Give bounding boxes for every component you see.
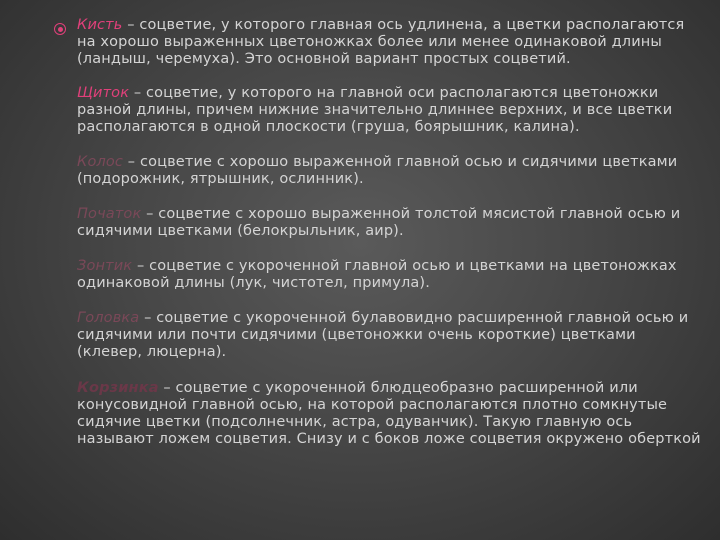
definition-korzinka: – соцветие с укороченной блюдцеобразно расширенной или конусовидной главной осью, на которой располагаются плотно сомкнутые сидячие цветки (подсолнечник, астра, одуванчик). Такую главную ось называют ложем соцветия. Снизу и с боков ложе соцветия окружено оберткой (77, 380, 701, 447)
term-shchitok: Щиток (77, 85, 130, 101)
term-zontik: Зонтик (77, 258, 133, 274)
paragraph-kist (77, 17, 702, 68)
definition-pochatok: – соцветие с хорошо выраженной толстой мясистой главной осью и сидячими цветками (белокрыльник, аир). (77, 206, 681, 239)
ring-bullet-icon (53, 22, 67, 36)
term-korzinka: Корзинка (77, 380, 159, 396)
paragraph-pochatok (77, 206, 702, 240)
paragraph-korzinka (77, 380, 702, 448)
definition-shchitok: – соцветие, у которого на главной оси располагаются цветоножки разной длины, причем нижние значительно длиннее верхних, и все цветки располагаются в одной плоскости (груша, боярышник, калина). (77, 85, 673, 135)
definition-zontik: – соцветие с укороченной главной осью и цветками на цветоножках одинаковой длины (лук, чистотел, примула). (77, 258, 677, 291)
term-kist: Кисть (77, 17, 123, 33)
term-pochatok: Початок (77, 206, 142, 222)
paragraph-kolos (77, 154, 702, 188)
slide-body (77, 17, 702, 448)
paragraph-zontik (77, 258, 702, 292)
definition-kolos: – соцветие с хорошо выраженной главной осью и сидячими цветками (подорожник, ятрышник, ослинник). (77, 154, 678, 187)
paragraph-golovka (77, 310, 702, 361)
definition-golovka: – соцветие с укороченной булавовидно расширенной главной осью и сидячими или почти сидячими (цветоножки очень короткие) цветками (клевер, люцерна). (77, 310, 689, 360)
paragraph-shchitok (77, 85, 702, 136)
term-kolos: Колос (77, 154, 124, 170)
term-golovka: Головка (77, 310, 140, 326)
definition-kist: – соцветие, у которого главная ось удлинена, а цветки располагаются на хорошо выраженных цветоножках более или менее одинаковой длины (ландыш, черемуха). Это основной вариант простых соцветий. (77, 17, 685, 67)
